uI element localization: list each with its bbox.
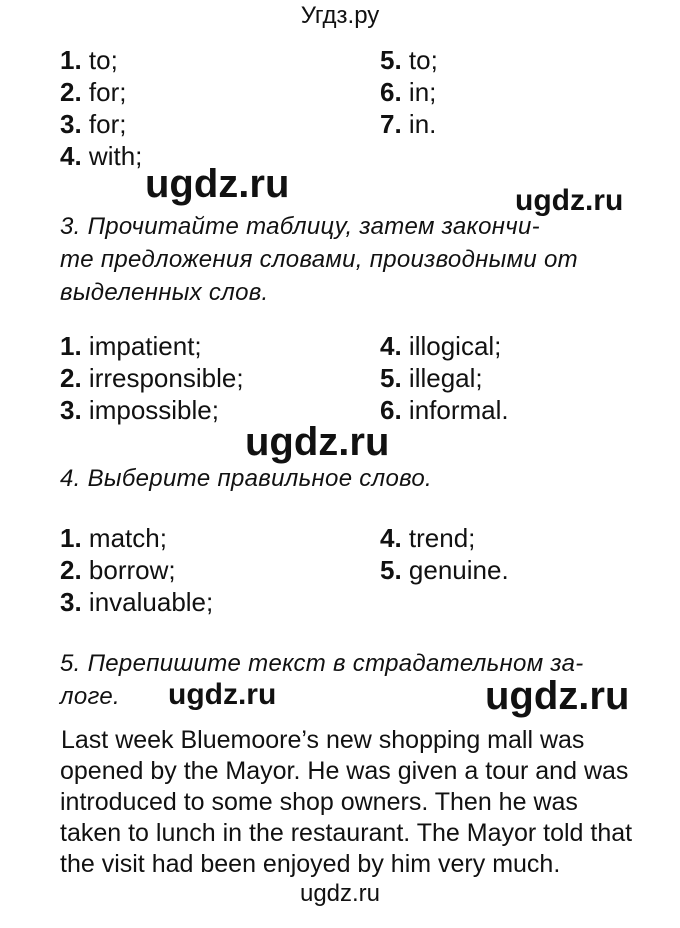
page-footer: ugdz.ru	[299, 880, 381, 907]
list-item: 2. irresponsible;	[60, 363, 244, 393]
list-item: 3. for;	[60, 109, 127, 139]
section5-task: 5. Перепишите текст в страдательном за- логе.	[60, 650, 584, 710]
list-item: 5. to;	[380, 45, 438, 75]
watermark: ugdz.ru	[485, 674, 630, 718]
section4-task: 4. Выберите правильное слово.	[60, 465, 433, 492]
list-item: 3. impossible;	[60, 395, 219, 425]
page-header: Угдз.ру	[300, 2, 380, 29]
watermark: ugdz.ru	[168, 678, 277, 711]
section4-right-column	[380, 522, 509, 586]
list-item: 2. for;	[60, 77, 127, 107]
list-item: 4. with;	[60, 141, 143, 171]
watermark: ugdz.ru	[145, 162, 290, 206]
list-item: 7. in.	[380, 109, 437, 139]
section2-left-column	[60, 44, 142, 172]
section3-left-column	[60, 330, 244, 426]
section3-right-column	[380, 330, 509, 426]
list-item: 4. illogical;	[380, 331, 502, 361]
section3-task: 3. Прочитайте таблицу, затем закончи- те предложения словами, производными от выделенных слов.	[60, 213, 578, 306]
list-item: 1. match;	[60, 523, 167, 553]
list-item: 6. informal.	[380, 395, 509, 425]
watermark: ugdz.ru	[245, 420, 390, 464]
list-item: 6. in;	[380, 77, 437, 107]
list-item: 4. trend;	[380, 523, 476, 553]
list-item: 2. borrow;	[60, 555, 176, 585]
list-item: 5. genuine.	[380, 555, 509, 585]
section4-left-column	[60, 522, 213, 618]
list-item: 5. illegal;	[380, 363, 483, 393]
list-item: 1. impatient;	[60, 331, 202, 361]
passive-voice-paragraph: Last week Bluemoore’s new shopping mall was opened by the Mayor. He was given a tour and was introduced to some shop owners. Then he was taken to lunch in the restaurant. The Mayor told that the visit had been enjoyed by him very much.	[60, 726, 633, 878]
list-item: 3. invaluable;	[60, 587, 214, 617]
list-item: 1. to;	[60, 45, 118, 75]
watermark: ugdz.ru	[515, 184, 624, 217]
section2-right-column	[380, 44, 438, 140]
